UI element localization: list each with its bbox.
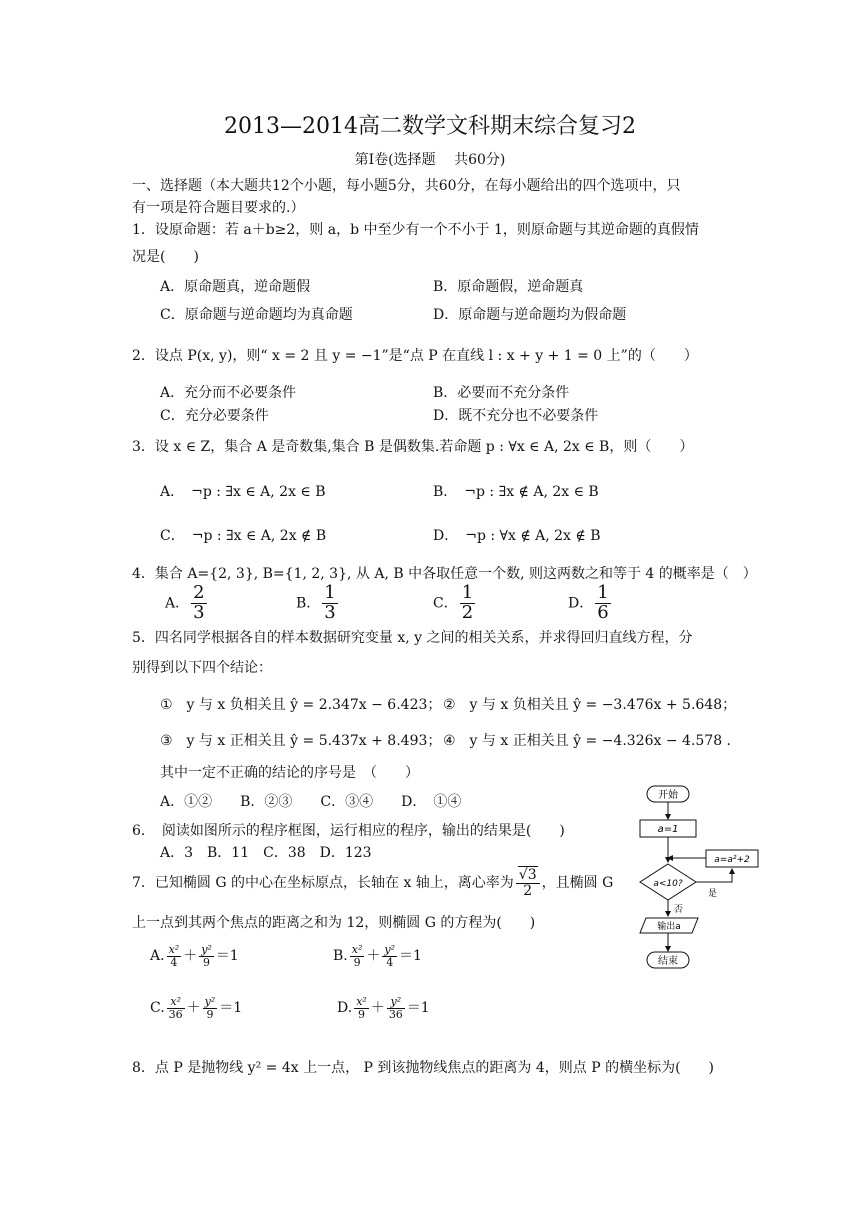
flow-output-label: 输出a (657, 922, 681, 932)
flow-yes-label: 是 (708, 889, 718, 899)
q5-stem-1: 5．四名同学根据各自的样本数据研究变量 x, y 之间的相关关系，并求得回归直线方程，分 (132, 630, 693, 646)
q7-c-frac-y (203, 996, 218, 1020)
q7-d-label: D. (337, 1000, 353, 1017)
q5-conclusion-4: ④ y 与 x 正相关且 ŷ = −4.326x − 4.578 . (443, 733, 732, 749)
q7-stem-2: 上一点到其两个焦点的距离之和为 12，则椭圆 G 的方程为( ) (132, 915, 536, 931)
q3-option-b: B． ¬p : ∃x ∉ A, 2x ∈ B (433, 484, 599, 500)
q4-option-c-fraction (460, 584, 475, 623)
q7-d-num-x: x² (356, 995, 367, 1008)
q7-ecc-denominator: 2 (523, 882, 533, 899)
flow-init-label: a=1 (657, 824, 679, 835)
q2-option-a: A．充分而不必要条件 (160, 385, 297, 401)
q2-option-b: B．必要而不充分条件 (433, 385, 570, 401)
q4-a-denominator: 3 (193, 601, 205, 623)
q7-a-label: A. (150, 948, 165, 965)
flow-arrow-yes (696, 869, 732, 882)
q7-a-frac-y (199, 944, 214, 968)
q7-a-rhs: ＝1 (215, 948, 239, 965)
q1-stem-2: 况是( ) (132, 249, 199, 265)
q7-a-num-x: x² (168, 943, 180, 956)
q4-option-d (568, 584, 613, 623)
q5-conclusion-2: ② y 与 x 负相关且 ŷ = −3.476x + 5.648； (443, 697, 737, 713)
q4-d-denominator: 6 (597, 601, 609, 623)
q7-stem-pre: 7．已知椭圆 G 的中心在坐标原点，长轴在 x 轴上，离心率为 (132, 875, 514, 892)
q7-a-den-x: 4 (170, 955, 178, 969)
q1-option-d: D．原命题与逆命题均为假命题 (433, 307, 627, 323)
q2-option-c: C．充分必要条件 (160, 408, 269, 424)
q1-option-a: A．原命题真，逆命题假 (160, 279, 311, 295)
q4-option-b (296, 584, 340, 623)
q4-option-a-fraction (191, 584, 206, 623)
flow-condition-label: a<10? (653, 879, 683, 889)
q2-stem: 2．设点 P(x, y)，则“ x = 2 且 y = −1”是“点 P 在直线 l : x + y + 1 = 0 上”的（ ） (132, 348, 698, 364)
q7-b-label: B. (333, 948, 348, 965)
q7-b-num-y: y² (384, 943, 395, 956)
q7-d-num-y: y² (387, 996, 405, 1009)
q7-c-den-y: 9 (206, 1007, 214, 1021)
q4-a-numerator: 2 (193, 582, 205, 603)
q7-b-den-x: 9 (353, 955, 361, 969)
q5-options: A．①② B．②③ C．③④ D． ①④ (160, 794, 462, 810)
q7-option-c: C. $\frac{\text{x²}}{36}$ ＋ $\frac{\text{y²}}{9}$ ＝1 (150, 995, 243, 1021)
q8-stem: 8．点 P 是抛物线 y² = 4x 上一点， P 到该抛物线焦点的距离为 4，则点 P 的横坐标为( ) (132, 1060, 715, 1076)
q7-b-num-x: x² (351, 943, 363, 956)
q7-c-num-y: y² (204, 995, 216, 1008)
q7-a-den-y: 9 (203, 955, 210, 969)
q7-c-rhs: ＝1 (219, 1000, 243, 1017)
q7-b-den-y: 4 (386, 955, 394, 969)
q7-c-frac-x (167, 996, 185, 1020)
q4-option-c (433, 584, 477, 623)
q7-c-den-x: 36 (168, 1007, 183, 1021)
q4-b-numerator: 1 (324, 582, 336, 603)
q5-conclusion-1: ① y 与 x 负相关且 ŷ = 2.347x − 6.423； (160, 697, 442, 713)
q7-d-den-x: 9 (358, 1007, 365, 1021)
q3-option-a: A． ¬p : ∃x ∈ A, 2x ∈ B (160, 484, 326, 500)
q7-eccentricity (516, 868, 540, 898)
q7-c-num-x: x² (167, 996, 185, 1009)
q7-b-rhs: ＝1 (399, 948, 422, 965)
q5-stem-2: 别得到以下四个结论： (132, 660, 272, 676)
q2-option-d: D．既不充分也不必要条件 (433, 408, 599, 424)
q7-option-d: D. $\frac{\text{x²}}{9}$ ＋ $\frac{\text{y²}}{36}$ ＝1 (337, 995, 430, 1021)
q7-stem-1 (132, 868, 613, 898)
q7-a-num-y: y² (201, 943, 212, 956)
q4-option-d-fraction (595, 584, 610, 623)
q7-b-frac-y (382, 944, 397, 968)
q6-stem: 6． 阅读如图所示的程序框图，运行相应的程序，输出的结果是( ) (132, 823, 565, 839)
q4-c-numerator: 1 (461, 582, 474, 603)
q4-option-b-fraction (322, 584, 337, 623)
q1-stem-1: 1．设原命题：若 a＋b≥2，则 a，b 中至少有一个不小于 1，则原命题与其逆命题的真假情 (132, 222, 699, 238)
q7-d-frac-x (354, 996, 369, 1020)
intro-line-1: 一、选择题（本大题共12个小题，每小题5分，共60分，在每小题给出的四个选项中，只 (132, 178, 681, 194)
flow-no-label: 否 (674, 905, 684, 915)
q1-option-c: C．原命题与逆命题均为真命题 (160, 307, 353, 323)
q7-a-frac-x (167, 944, 182, 968)
q7-d-frac-y (387, 996, 405, 1020)
q7-ecc-numerator: √3 (518, 867, 537, 883)
q4-b-denominator: 3 (324, 601, 336, 623)
flow-end-label: 结束 (658, 956, 678, 967)
q7-b-frac-x (350, 944, 365, 968)
q4-option-a-label: A． (165, 595, 190, 612)
q3-option-c: C． ¬p : ∃x ∈ A, 2x ∉ B (160, 528, 327, 544)
q7-stem-post: ，且椭圆 G (541, 875, 614, 892)
section-heading: 第Ⅰ卷(选择题 共60分) (354, 152, 506, 168)
page-title: 2013—2014高二数学文科期末综合复习2 (224, 114, 636, 139)
q7-option-b: B. $\frac{\text{x²}}{9}$ ＋ $\frac{\text{y²}}{4}$ ＝1 (333, 943, 422, 969)
q3-option-d: D． ¬p : ∀x ∉ A, 2x ∉ B (433, 528, 601, 544)
q4-d-numerator: 1 (597, 582, 609, 603)
intro-line-2: 有一项是符合题目要求的.） (132, 200, 305, 216)
q7-c-label: C. (150, 1000, 165, 1017)
q4-option-c-label: C． (433, 595, 458, 612)
q4-option-b-label: B． (296, 595, 321, 612)
q4-option-a (165, 584, 209, 623)
q3-stem: 3．设 x ∈ Z，集合 A 是奇数集,集合 B 是偶数集.若命题 p : ∀x ∈ A, 2x ∈ B，则（ ） (132, 439, 694, 455)
q5-conclusion-3: ③ y 与 x 正相关且 ŷ = 5.437x + 8.493； (160, 733, 442, 749)
q7-d-den-y: 36 (388, 1007, 403, 1021)
q6-options: A．3 B．11 C．38 D．123 (160, 845, 372, 861)
flow-start-label: 开始 (658, 790, 678, 801)
q4-option-d-label: D． (568, 595, 594, 612)
flow-update-label: a=a²+2 (714, 855, 750, 865)
q7-option-a: A. $\frac{\text{x²}}{4}$ ＋ $\frac{\text{y²}}{9}$ ＝1 (150, 943, 239, 969)
program-flowchart (632, 782, 762, 972)
q5-question: 其中一定不正确的结论的序号是 （ ） (160, 765, 419, 781)
q4-stem: 4．集合 A={2, 3}, B={1, 2, 3}, 从 A, B 中各取任意一个数, 则这两数之和等于 4 的概率是（ ） (132, 566, 757, 582)
q4-c-denominator: 2 (461, 601, 474, 623)
q1-option-b: B．原命题假，逆命题真 (433, 279, 584, 295)
q7-d-rhs: ＝1 (406, 1000, 430, 1017)
